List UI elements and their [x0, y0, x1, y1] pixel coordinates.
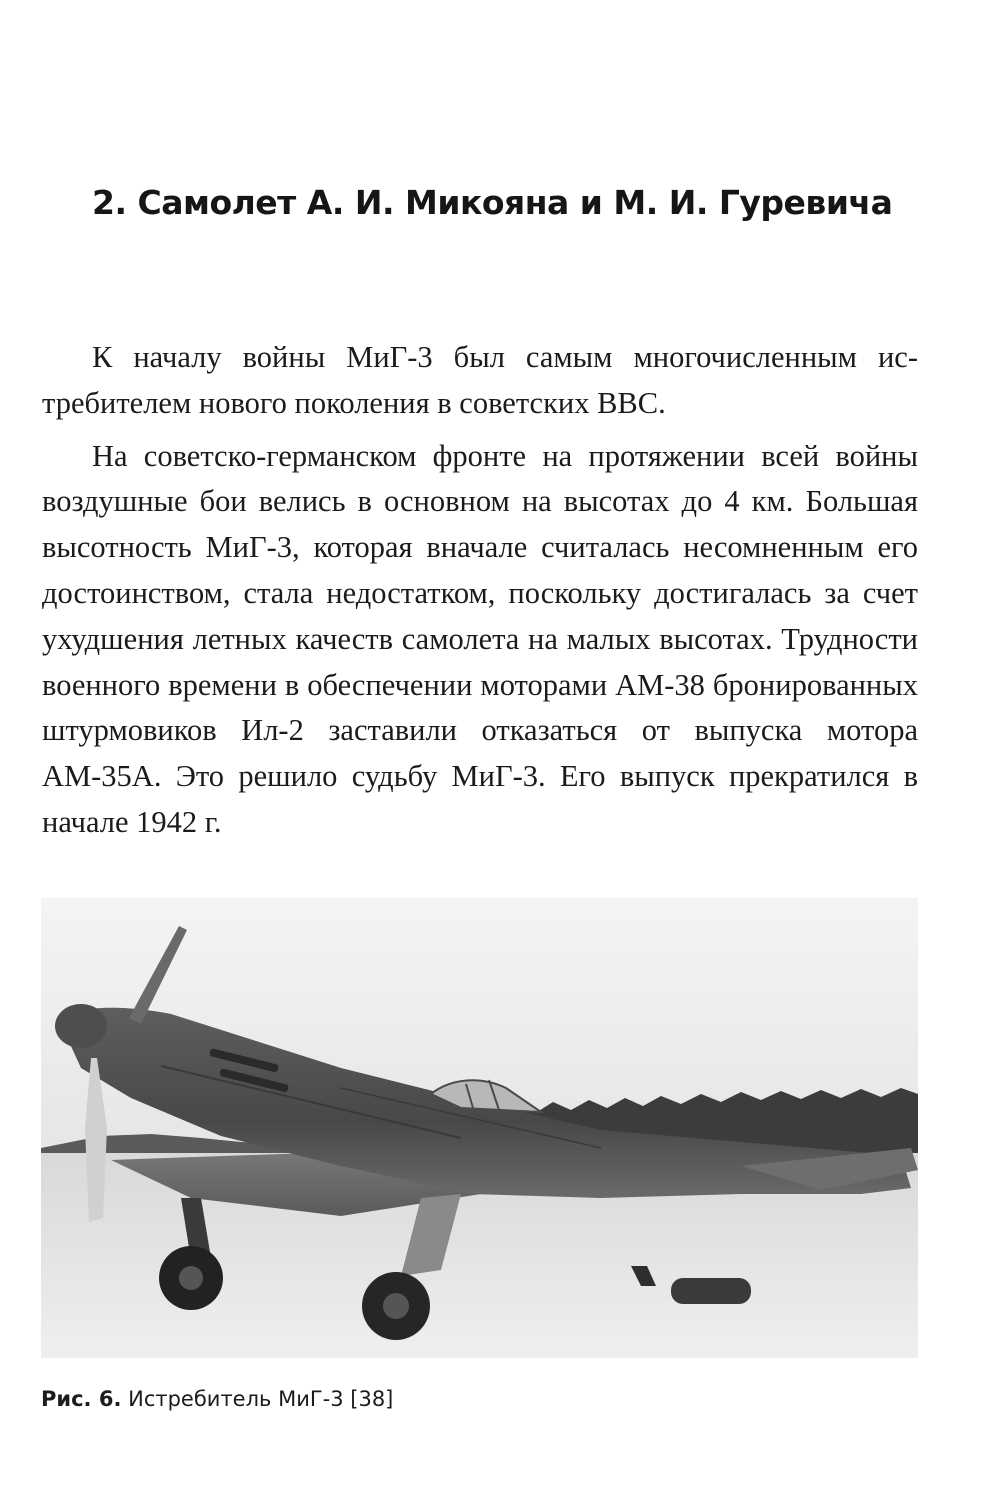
section-heading: 2. Самолет А. И. Микояна и М. И. Гуревича — [92, 183, 893, 222]
paragraph-1: К началу войны МиГ-3 был самым многочисленным истребителем нового поколения в советских ВВС. — [42, 340, 918, 420]
figure-caption — [41, 1384, 918, 1414]
figure-label: Рис. 6. — [41, 1387, 122, 1411]
aircraft-photo — [41, 898, 918, 1358]
body-text — [42, 335, 918, 853]
paragraph-2: На советско-германском фронте на протяжении всей войны воздушные бои велись в основном на высотах до 4 км. Большая высотность МиГ-3, которая вначале считалась несомненным его достоинством, стала недостатком, поскольку достигалась за счет ухудшения летных качеств самолета на малых высотах. Трудности военного времени в обеспечении моторами АМ-38 бронированных штурмовиков Ил-2 заставили отказаться от выпуска мотора АМ-35А. Это решило судьбу МиГ-3. Его выпуск прекратился в начале 1942 г. — [42, 438, 918, 839]
figure-text: Истребитель МиГ-3 [38] — [121, 1387, 394, 1411]
